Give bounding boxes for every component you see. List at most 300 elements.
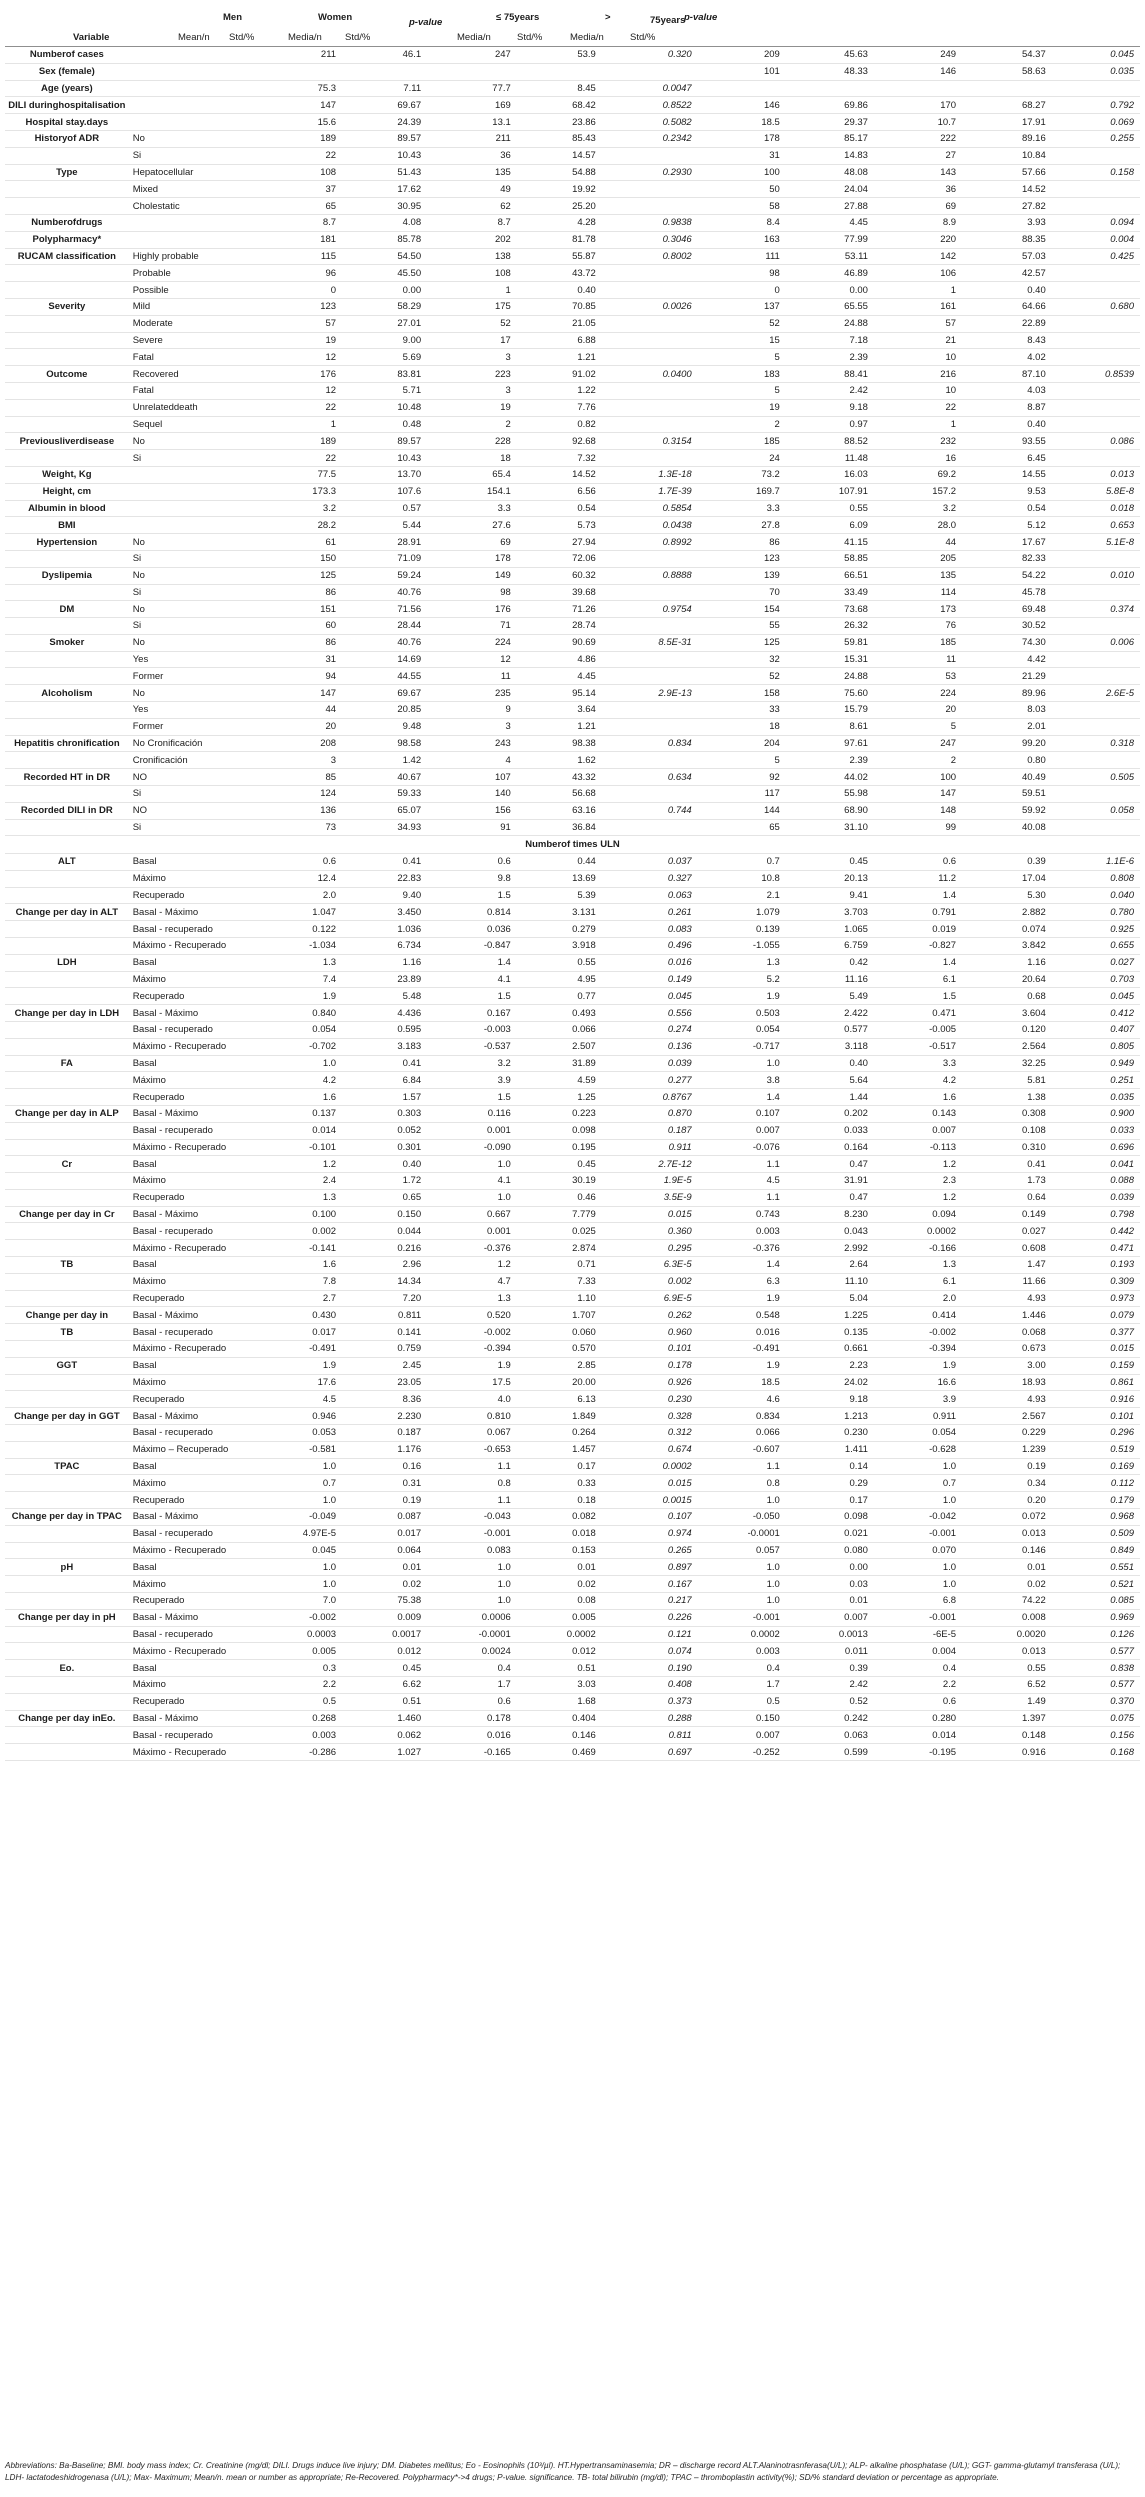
- le75-std-cell: 0.0013: [786, 1626, 874, 1643]
- le75-mean-cell: 19: [698, 399, 786, 416]
- gt75-std-cell: 40.49: [962, 769, 1052, 786]
- le75-mean-cell: 86: [698, 534, 786, 551]
- gt75-mean-cell: 4.2: [874, 1072, 962, 1089]
- table-row: [5, 315, 1140, 332]
- women-std-cell: 7.76: [517, 399, 602, 416]
- women-std-cell: 39.68: [517, 584, 602, 601]
- p-value-sex-cell: 1.9E-5: [602, 1173, 698, 1190]
- women-std-cell: 1.10: [517, 1290, 602, 1307]
- men-std-cell: 0.02: [342, 1576, 427, 1593]
- gt75-mean-cell: 99: [874, 819, 962, 836]
- variable-cell: Hospital stay.days: [5, 114, 129, 131]
- women-mean-cell: 17: [427, 332, 517, 349]
- variable-cell: [5, 1038, 129, 1055]
- table-row: [5, 1408, 1140, 1425]
- variable-cell: [5, 1441, 129, 1458]
- gt75-std-cell: 88.35: [962, 231, 1052, 248]
- gt75-std-cell: 54.37: [962, 47, 1052, 64]
- subcategory-cell: No Cronificación: [129, 735, 250, 752]
- men-std-cell: 51.43: [342, 164, 427, 181]
- gt75-mean-cell: 36: [874, 181, 962, 198]
- men-mean-cell: -0.141: [249, 1240, 342, 1257]
- men-mean-cell: 4.5: [249, 1391, 342, 1408]
- gt75-mean-cell: 220: [874, 231, 962, 248]
- variable-cell: [5, 1240, 129, 1257]
- p-value-sex-cell: [602, 584, 698, 601]
- table-row: [5, 1509, 1140, 1526]
- p-value-age-cell: 0.075: [1052, 1710, 1140, 1727]
- table-row: [5, 1710, 1140, 1727]
- men-mean-cell: 3: [249, 752, 342, 769]
- men-mean-cell: 75.3: [249, 80, 342, 97]
- p-value-age-cell: 0.521: [1052, 1576, 1140, 1593]
- men-mean-cell: 211: [249, 47, 342, 64]
- gt75-std-cell: 59.92: [962, 802, 1052, 819]
- subcategory-cell: [129, 47, 250, 64]
- gt75-std-cell: 5.12: [962, 517, 1052, 534]
- subcategory-cell: Basal: [129, 1055, 250, 1072]
- variable-cell: Height, cm: [5, 483, 129, 500]
- women-mean-cell: 154.1: [427, 483, 517, 500]
- gt75-std-cell: 2.882: [962, 904, 1052, 921]
- women-mean-cell: 1.1: [427, 1458, 517, 1475]
- subcategory-cell: Basal: [129, 1257, 250, 1274]
- header-gt75-std: Std/%: [630, 32, 656, 43]
- women-mean-cell: 0.810: [427, 1408, 517, 1425]
- p-value-age-cell: 0.370: [1052, 1693, 1140, 1710]
- gt75-std-cell: 1.73: [962, 1173, 1052, 1190]
- women-std-cell: 0.01: [517, 1559, 602, 1576]
- men-mean-cell: 1.9: [249, 988, 342, 1005]
- gt75-mean-cell: 0.070: [874, 1542, 962, 1559]
- men-mean-cell: -0.286: [249, 1744, 342, 1761]
- variable-cell: [5, 1693, 129, 1710]
- women-mean-cell: 19: [427, 399, 517, 416]
- men-mean-cell: 1.047: [249, 904, 342, 921]
- p-value-sex-cell: [602, 63, 698, 80]
- le75-std-cell: 0.45: [786, 853, 874, 870]
- subcategory-cell: Basal - recuperado: [129, 1122, 250, 1139]
- women-mean-cell: 243: [427, 735, 517, 752]
- gt75-mean-cell: 1.2: [874, 1156, 962, 1173]
- subcategory-cell: Máximo: [129, 1677, 250, 1694]
- le75-mean-cell: 1.9: [698, 1290, 786, 1307]
- men-mean-cell: 0.002: [249, 1223, 342, 1240]
- subcategory-cell: Máximo - Recuperado: [129, 1643, 250, 1660]
- men-std-cell: 0.141: [342, 1324, 427, 1341]
- women-mean-cell: 12: [427, 651, 517, 668]
- men-mean-cell: 1.0: [249, 1559, 342, 1576]
- women-mean-cell: 0.520: [427, 1307, 517, 1324]
- le75-mean-cell: -0.076: [698, 1139, 786, 1156]
- men-mean-cell: 3.2: [249, 500, 342, 517]
- gt75-std-cell: 8.03: [962, 702, 1052, 719]
- gt75-mean-cell: 0.0002: [874, 1223, 962, 1240]
- le75-mean-cell: 0.057: [698, 1542, 786, 1559]
- variable-cell: [5, 1173, 129, 1190]
- le75-mean-cell: 1.3: [698, 954, 786, 971]
- men-std-cell: 7.20: [342, 1290, 427, 1307]
- le75-mean-cell: 5: [698, 752, 786, 769]
- le75-mean-cell: 1.0: [698, 1055, 786, 1072]
- p-value-sex-cell: 0.217: [602, 1593, 698, 1610]
- subcategory-cell: Basal: [129, 1458, 250, 1475]
- men-mean-cell: 173.3: [249, 483, 342, 500]
- le75-mean-cell: 0.7: [698, 853, 786, 870]
- men-std-cell: 0.187: [342, 1425, 427, 1442]
- le75-std-cell: 0.202: [786, 1105, 874, 1122]
- gt75-mean-cell: 1.5: [874, 988, 962, 1005]
- le75-mean-cell: 4.5: [698, 1173, 786, 1190]
- table-row: [5, 550, 1140, 567]
- variable-cell: [5, 1072, 129, 1089]
- men-mean-cell: 189: [249, 130, 342, 147]
- men-mean-cell: -0.702: [249, 1038, 342, 1055]
- gt75-std-cell: 0.39: [962, 853, 1052, 870]
- subcategory-cell: Hepatocellular: [129, 164, 250, 181]
- gt75-mean-cell: 0.7: [874, 1475, 962, 1492]
- men-std-cell: 59.33: [342, 786, 427, 803]
- table-row: [5, 466, 1140, 483]
- table-row: [5, 1173, 1140, 1190]
- table-row: [5, 265, 1140, 282]
- women-std-cell: 0.44: [517, 853, 602, 870]
- p-value-age-cell: [1052, 315, 1140, 332]
- gt75-mean-cell: 27: [874, 147, 962, 164]
- p-value-sex-cell: 0.3046: [602, 231, 698, 248]
- le75-std-cell: 2.992: [786, 1240, 874, 1257]
- men-std-cell: 1.16: [342, 954, 427, 971]
- men-mean-cell: 0.840: [249, 1005, 342, 1022]
- men-mean-cell: 1.6: [249, 1089, 342, 1106]
- men-mean-cell: 2.7: [249, 1290, 342, 1307]
- p-value-age-cell: 0.655: [1052, 937, 1140, 954]
- table-row: [5, 702, 1140, 719]
- le75-mean-cell: 0.503: [698, 1005, 786, 1022]
- men-std-cell: 9.48: [342, 718, 427, 735]
- le75-mean-cell: 0.003: [698, 1643, 786, 1660]
- p-value-age-cell: 0.916: [1052, 1391, 1140, 1408]
- men-mean-cell: 22: [249, 147, 342, 164]
- variable-cell: [5, 1139, 129, 1156]
- subcategory-cell: Basal - Máximo: [129, 1307, 250, 1324]
- women-mean-cell: 0.4: [427, 1660, 517, 1677]
- subcategory-cell: Basal - recuperado: [129, 1324, 250, 1341]
- subcategory-cell: [129, 80, 250, 97]
- gt75-mean-cell: 135: [874, 567, 962, 584]
- p-value-sex-cell: 0.897: [602, 1559, 698, 1576]
- men-std-cell: 0.45: [342, 1660, 427, 1677]
- men-std-cell: 59.24: [342, 567, 427, 584]
- subcategory-cell: Recuperado: [129, 1089, 250, 1106]
- le75-std-cell: 0.47: [786, 1189, 874, 1206]
- women-std-cell: 85.43: [517, 130, 602, 147]
- women-std-cell: 0.469: [517, 1744, 602, 1761]
- subcategory-cell: Máximo: [129, 1475, 250, 1492]
- table-row: [5, 752, 1140, 769]
- gt75-std-cell: 10.84: [962, 147, 1052, 164]
- men-std-cell: 9.00: [342, 332, 427, 349]
- men-mean-cell: 77.5: [249, 466, 342, 483]
- gt75-std-cell: 74.22: [962, 1593, 1052, 1610]
- gt75-mean-cell: 53: [874, 668, 962, 685]
- subcategory-cell: [129, 114, 250, 131]
- women-mean-cell: 175: [427, 298, 517, 315]
- variable-cell: Change per day inEo.: [5, 1710, 129, 1727]
- women-std-cell: 6.56: [517, 483, 602, 500]
- table-row: [5, 584, 1140, 601]
- p-value-sex-cell: 0.083: [602, 921, 698, 938]
- gt75-mean-cell: 1.0: [874, 1576, 962, 1593]
- women-mean-cell: 98: [427, 584, 517, 601]
- table-row: [5, 1593, 1140, 1610]
- p-value-sex-cell: 2.7E-12: [602, 1156, 698, 1173]
- women-mean-cell: 1: [427, 282, 517, 299]
- table-row: [5, 1391, 1140, 1408]
- p-value-sex-cell: 0.926: [602, 1374, 698, 1391]
- men-mean-cell: 0.430: [249, 1307, 342, 1324]
- p-value-sex-cell: [602, 450, 698, 467]
- gt75-std-cell: 6.52: [962, 1677, 1052, 1694]
- p-value-sex-cell: 0.8767: [602, 1089, 698, 1106]
- men-std-cell: 1.42: [342, 752, 427, 769]
- p-value-age-cell: [1052, 668, 1140, 685]
- women-mean-cell: 0.067: [427, 1425, 517, 1442]
- table-row: [5, 332, 1140, 349]
- variable-cell: Alcoholism: [5, 685, 129, 702]
- men-std-cell: 2.96: [342, 1257, 427, 1274]
- men-mean-cell: 94: [249, 668, 342, 685]
- p-value-sex-cell: 0.8002: [602, 248, 698, 265]
- subcategory-cell: Basal - recuperado: [129, 921, 250, 938]
- men-std-cell: 83.81: [342, 366, 427, 383]
- subcategory-cell: Máximo: [129, 1072, 250, 1089]
- women-std-cell: 0.082: [517, 1509, 602, 1526]
- men-mean-cell: 0.946: [249, 1408, 342, 1425]
- table-row: [5, 819, 1140, 836]
- le75-mean-cell: 1.1: [698, 1458, 786, 1475]
- men-mean-cell: 0.100: [249, 1206, 342, 1223]
- gt75-std-cell: 0.008: [962, 1609, 1052, 1626]
- le75-std-cell: 0.17: [786, 1492, 874, 1509]
- men-std-cell: 1.036: [342, 921, 427, 938]
- le75-std-cell: 65.55: [786, 298, 874, 315]
- variable-cell: Recorded DILI in DR: [5, 802, 129, 819]
- table-row: [5, 1643, 1140, 1660]
- gt75-std-cell: 0.027: [962, 1223, 1052, 1240]
- gt75-std-cell: 69.48: [962, 601, 1052, 618]
- men-std-cell: 75.38: [342, 1593, 427, 1610]
- gt75-std-cell: 0.146: [962, 1542, 1052, 1559]
- gt75-std-cell: 17.04: [962, 870, 1052, 887]
- header-p-value-2: p-value: [684, 12, 718, 23]
- le75-mean-cell: 0.066: [698, 1425, 786, 1442]
- le75-std-cell: 2.23: [786, 1357, 874, 1374]
- gt75-std-cell: 1.397: [962, 1710, 1052, 1727]
- table-row: [5, 1441, 1140, 1458]
- variable-cell: [5, 1341, 129, 1358]
- le75-std-cell: 46.89: [786, 265, 874, 282]
- gt75-mean-cell: 0.007: [874, 1122, 962, 1139]
- variable-cell: Change per day in Cr: [5, 1206, 129, 1223]
- p-value-sex-cell: [602, 147, 698, 164]
- women-mean-cell: 169: [427, 97, 517, 114]
- men-std-cell: 40.76: [342, 634, 427, 651]
- table-row: [5, 735, 1140, 752]
- gt75-mean-cell: 22: [874, 399, 962, 416]
- le75-mean-cell: 1.9: [698, 988, 786, 1005]
- variable-cell: [5, 1122, 129, 1139]
- variable-cell: Polypharmacy*: [5, 231, 129, 248]
- le75-std-cell: 77.99: [786, 231, 874, 248]
- men-std-cell: 0.57: [342, 500, 427, 517]
- p-value-age-cell: 0.168: [1052, 1744, 1140, 1761]
- women-std-cell: 0.55: [517, 954, 602, 971]
- subcategory-cell: Fatal: [129, 349, 250, 366]
- p-value-age-cell: 0.156: [1052, 1727, 1140, 1744]
- table-row: [5, 1038, 1140, 1055]
- variable-cell: [5, 450, 129, 467]
- p-value-sex-cell: 0.5854: [602, 500, 698, 517]
- women-std-cell: 56.68: [517, 786, 602, 803]
- gt75-mean-cell: 1.0: [874, 1559, 962, 1576]
- women-mean-cell: 0.001: [427, 1223, 517, 1240]
- variable-cell: Change per day in LDH: [5, 1005, 129, 1022]
- variable-cell: [5, 1223, 129, 1240]
- gt75-std-cell: 0.64: [962, 1189, 1052, 1206]
- le75-std-cell: 73.68: [786, 601, 874, 618]
- gt75-mean-cell: 3.9: [874, 1391, 962, 1408]
- women-std-cell: 36.84: [517, 819, 602, 836]
- subcategory-cell: Former: [129, 718, 250, 735]
- le75-std-cell: 0.230: [786, 1425, 874, 1442]
- p-value-sex-cell: 0.8888: [602, 567, 698, 584]
- p-value-age-cell: [1052, 349, 1140, 366]
- women-mean-cell: 0.6: [427, 853, 517, 870]
- le75-mean-cell: 70: [698, 584, 786, 601]
- women-std-cell: 2.85: [517, 1357, 602, 1374]
- p-value-age-cell: [1052, 265, 1140, 282]
- p-value-age-cell: [1052, 651, 1140, 668]
- le75-std-cell: 0.577: [786, 1021, 874, 1038]
- gt75-std-cell: 5.30: [962, 887, 1052, 904]
- le75-std-cell: 24.88: [786, 668, 874, 685]
- le75-mean-cell: 185: [698, 433, 786, 450]
- le75-std-cell: 69.86: [786, 97, 874, 114]
- le75-std-cell: 5.64: [786, 1072, 874, 1089]
- men-mean-cell: -0.581: [249, 1441, 342, 1458]
- gt75-mean-cell: -0.827: [874, 937, 962, 954]
- variable-cell: [5, 147, 129, 164]
- p-value-sex-cell: [602, 752, 698, 769]
- men-std-cell: 0.65: [342, 1189, 427, 1206]
- women-std-cell: 0.40: [517, 282, 602, 299]
- men-std-cell: 0.48: [342, 416, 427, 433]
- header-le75-media: Media/n: [457, 32, 491, 43]
- p-value-sex-cell: 0.0438: [602, 517, 698, 534]
- women-std-cell: 4.28: [517, 214, 602, 231]
- le75-std-cell: 5.04: [786, 1290, 874, 1307]
- le75-mean-cell: 1.7: [698, 1677, 786, 1694]
- women-mean-cell: 11: [427, 668, 517, 685]
- women-mean-cell: 149: [427, 567, 517, 584]
- subcategory-cell: Mixed: [129, 181, 250, 198]
- men-std-cell: 0.303: [342, 1105, 427, 1122]
- gt75-mean-cell: 76: [874, 618, 962, 635]
- men-mean-cell: 0.054: [249, 1021, 342, 1038]
- le75-mean-cell: 1.0: [698, 1593, 786, 1610]
- gt75-mean-cell: 0.791: [874, 904, 962, 921]
- women-mean-cell: 211: [427, 130, 517, 147]
- p-value-sex-cell: 0.834: [602, 735, 698, 752]
- le75-mean-cell: -0.252: [698, 1744, 786, 1761]
- women-mean-cell: -0.001: [427, 1525, 517, 1542]
- men-std-cell: 30.95: [342, 198, 427, 215]
- gt75-mean-cell: -6E-5: [874, 1626, 962, 1643]
- subcategory-cell: Recuperado: [129, 887, 250, 904]
- gt75-mean-cell: -0.113: [874, 1139, 962, 1156]
- variable-cell: [5, 1744, 129, 1761]
- men-std-cell: 0.00: [342, 282, 427, 299]
- gt75-mean-cell: 3.3: [874, 1055, 962, 1072]
- subcategory-cell: Basal: [129, 853, 250, 870]
- le75-std-cell: 0.40: [786, 1055, 874, 1072]
- table-row: [5, 802, 1140, 819]
- subcategory-cell: Former: [129, 668, 250, 685]
- women-std-cell: 0.77: [517, 988, 602, 1005]
- men-std-cell: 4.436: [342, 1005, 427, 1022]
- men-mean-cell: 65: [249, 198, 342, 215]
- subcategory-cell: Basal - Máximo: [129, 1005, 250, 1022]
- men-std-cell: 34.93: [342, 819, 427, 836]
- p-value-sex-cell: [602, 651, 698, 668]
- gt75-std-cell: 74.30: [962, 634, 1052, 651]
- men-std-cell: 0.811: [342, 1307, 427, 1324]
- table-row: [5, 47, 1140, 64]
- men-std-cell: 0.41: [342, 853, 427, 870]
- le75-mean-cell: -0.050: [698, 1509, 786, 1526]
- p-value-age-cell: 0.179: [1052, 1492, 1140, 1509]
- gt75-std-cell: 0.916: [962, 1744, 1052, 1761]
- subcategory-cell: [129, 97, 250, 114]
- men-std-cell: 65.07: [342, 802, 427, 819]
- p-value-sex-cell: 0.136: [602, 1038, 698, 1055]
- le75-std-cell: 3.703: [786, 904, 874, 921]
- gt75-mean-cell: 8.9: [874, 214, 962, 231]
- women-std-cell: 0.404: [517, 1710, 602, 1727]
- men-std-cell: 17.62: [342, 181, 427, 198]
- men-std-cell: 5.69: [342, 349, 427, 366]
- p-value-age-cell: [1052, 332, 1140, 349]
- men-mean-cell: 181: [249, 231, 342, 248]
- gt75-mean-cell: 6.1: [874, 1273, 962, 1290]
- women-std-cell: 27.94: [517, 534, 602, 551]
- gt75-std-cell: 0.20: [962, 1492, 1052, 1509]
- table-row: [5, 433, 1140, 450]
- gt75-mean-cell: -0.394: [874, 1341, 962, 1358]
- table-row: [5, 349, 1140, 366]
- p-value-sex-cell: 0.496: [602, 937, 698, 954]
- men-mean-cell: 1.6: [249, 1257, 342, 1274]
- le75-mean-cell: 52: [698, 315, 786, 332]
- variable-cell: [5, 921, 129, 938]
- le75-std-cell: 55.98: [786, 786, 874, 803]
- women-std-cell: 1.62: [517, 752, 602, 769]
- gt75-std-cell: 87.10: [962, 366, 1052, 383]
- le75-std-cell: 0.01: [786, 1593, 874, 1610]
- men-mean-cell: 17.6: [249, 1374, 342, 1391]
- le75-std-cell: 0.00: [786, 282, 874, 299]
